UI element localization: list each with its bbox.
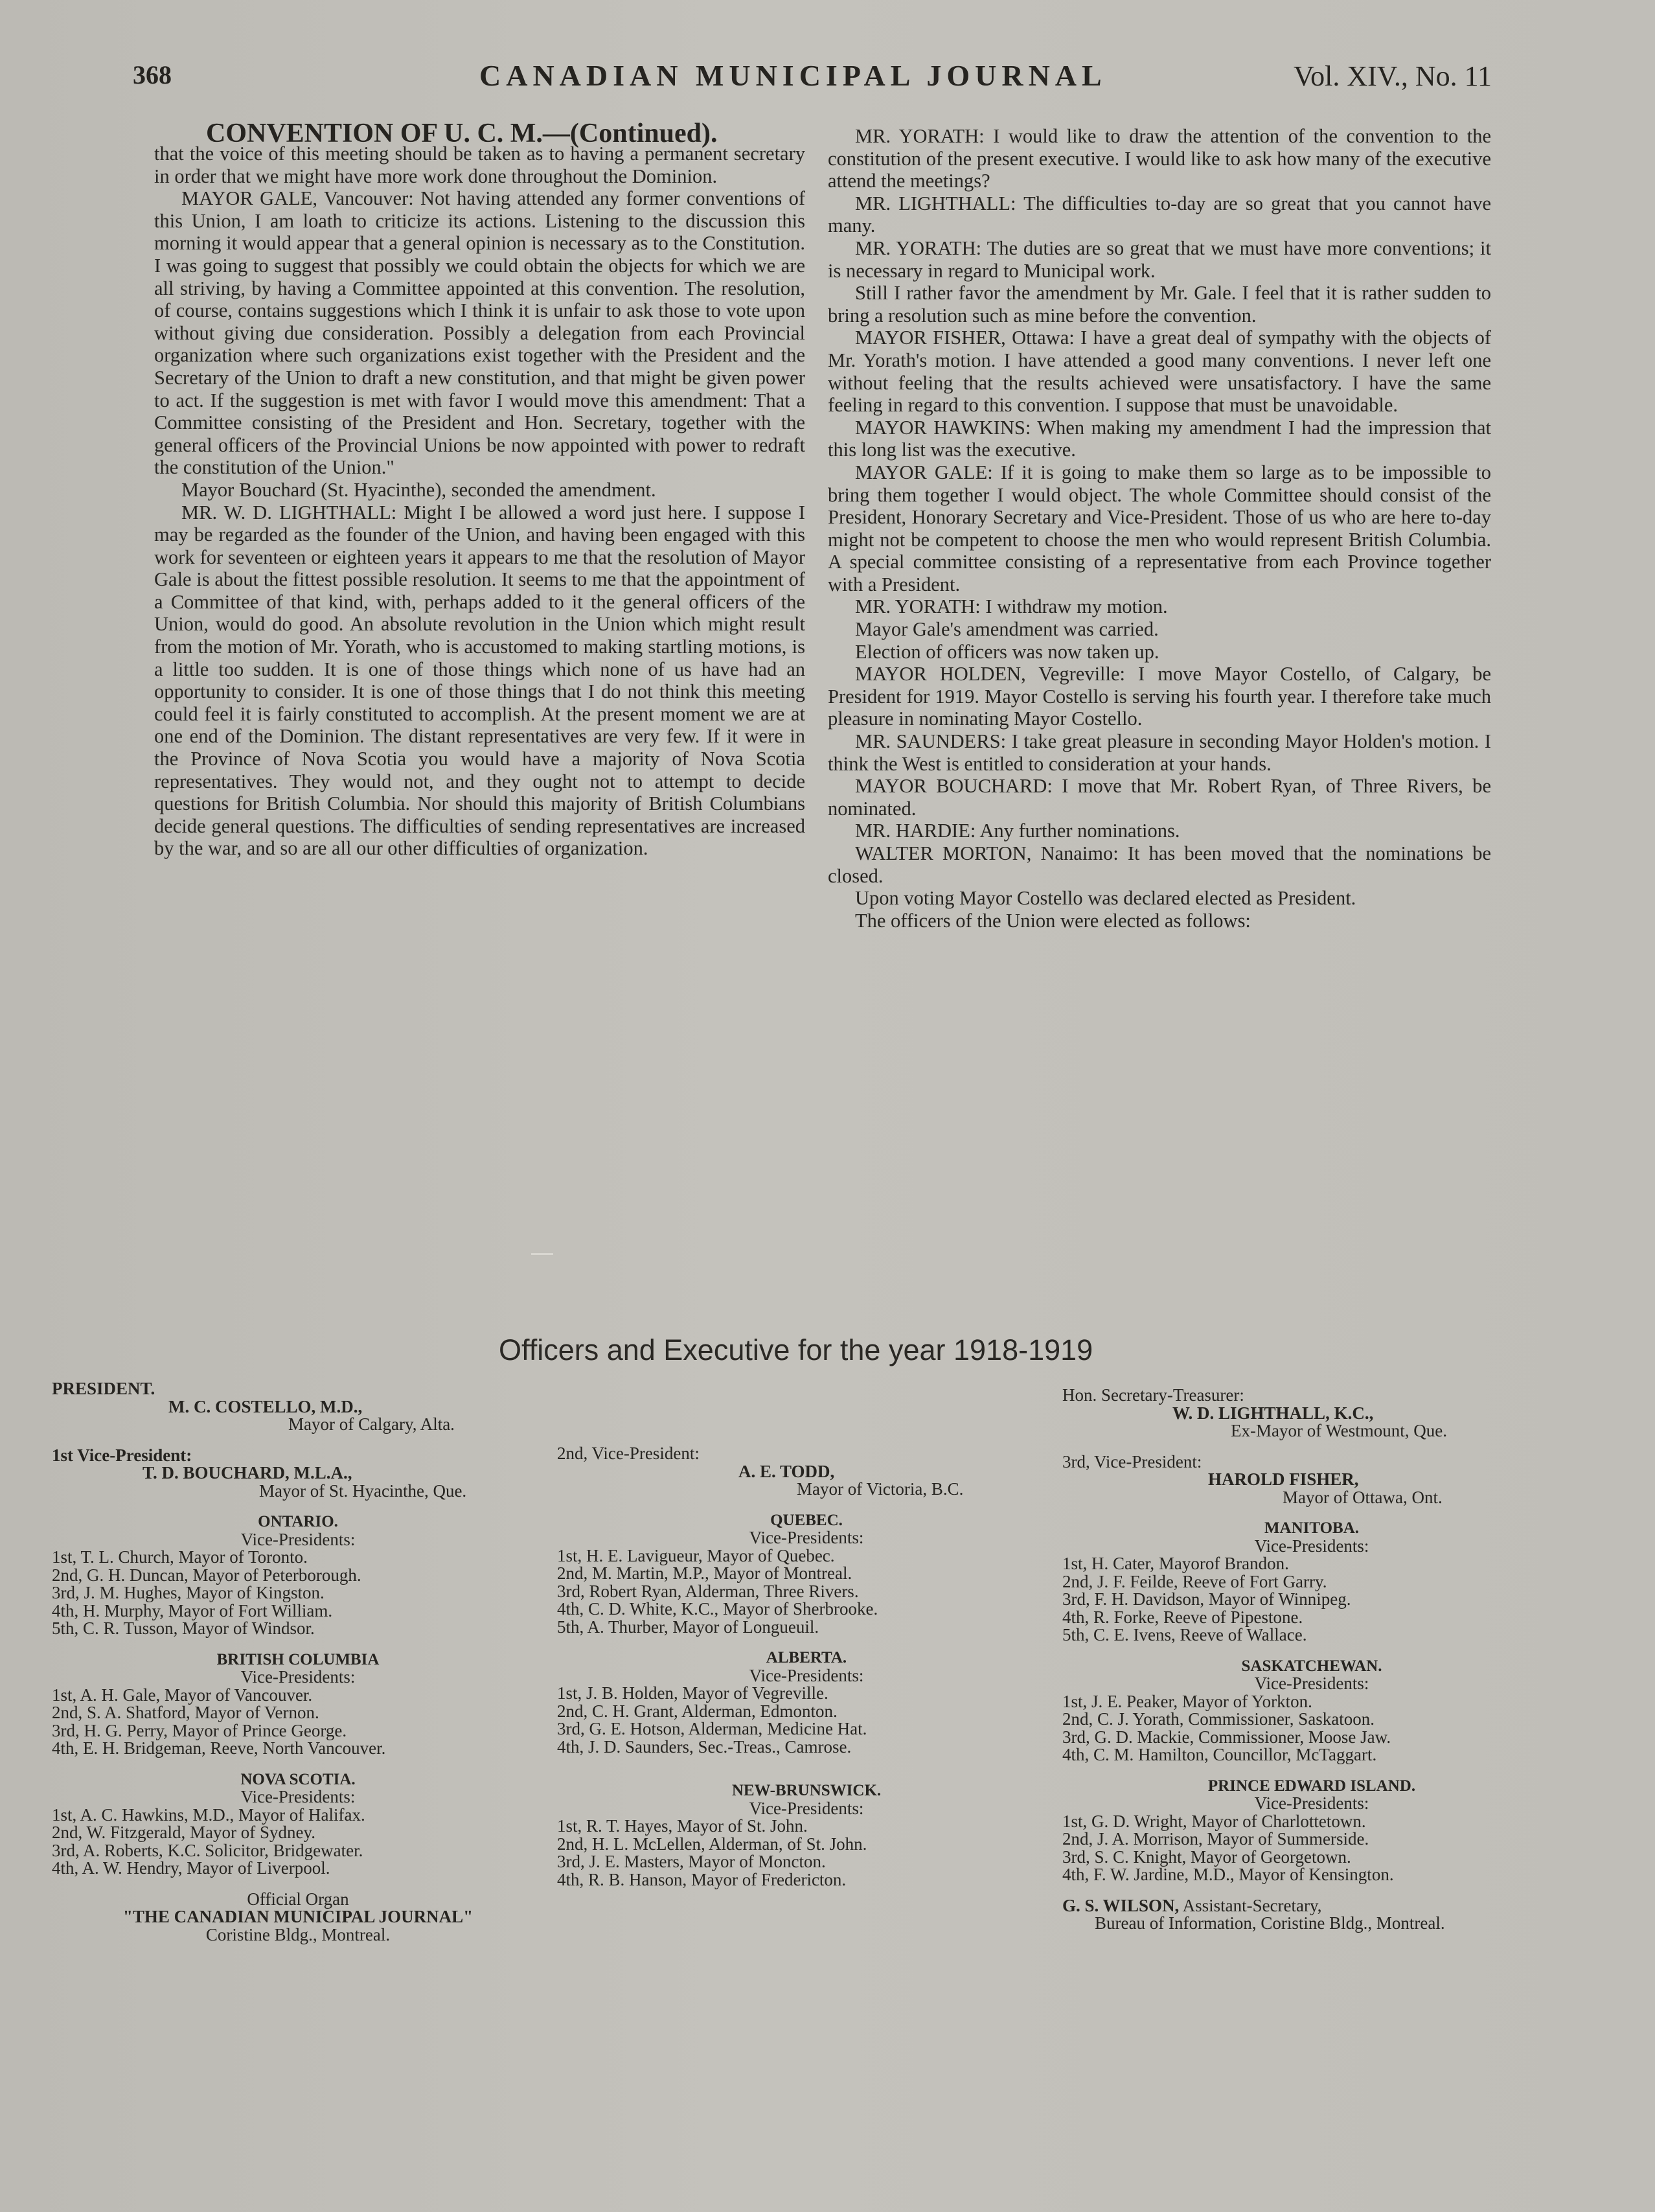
list-item: 4th, R. Forke, Reeve of Pipestone. — [1062, 1607, 1303, 1627]
vp-label: Vice-Presidents: — [240, 1529, 356, 1549]
president-label: PRESIDENT. — [52, 1379, 155, 1398]
list-item: 3rd, S. C. Knight, Mayor of Georgetown. — [1062, 1847, 1351, 1867]
list-item: 1st, J. B. Holden, Mayor of Vegreville. — [557, 1683, 828, 1703]
list-item: 3rd, G. D. Mackie, Commissioner, Moose Jaw. — [1062, 1727, 1391, 1747]
list-item: 3rd, H. G. Perry, Mayor of Prince George. — [52, 1720, 347, 1740]
article-paragraph: MR. SAUNDERS: I take great pleasure in seconding Mayor Holden's motion. I think the West is entitled to consideration at your hands. — [828, 730, 1491, 775]
list-item: 3rd, J. M. Hughes, Mayor of Kingston. — [52, 1583, 325, 1602]
article-title: CONVENTION OF U. C. M.—(Continued). — [206, 119, 718, 148]
assistant-role: Assistant-Secretary, — [1182, 1895, 1322, 1915]
list-item: 2nd, C. H. Grant, Alderman, Edmonton. — [557, 1701, 838, 1721]
list-item: 1st, A. C. Hawkins, M.D., Mayor of Halifax. — [52, 1804, 365, 1825]
print-mark — [531, 1253, 553, 1255]
list-item: 1st, H. E. Lavigueur, Mayor of Quebec. — [557, 1545, 835, 1565]
list-item: 2nd, C. J. Yorath, Commissioner, Saskatoon. — [1062, 1709, 1375, 1729]
first-vp-name: T. D. BOUCHARD, M.L.A., — [143, 1463, 352, 1482]
second-vp-label: 2nd, Vice-President: — [557, 1444, 700, 1463]
assistant-address: Bureau of Information, Coristine Bldg., Montreal. — [1095, 1913, 1445, 1933]
assistant-name: G. S. WILSON, — [1062, 1895, 1180, 1915]
province-british-columbia: BRITISH COLUMBIA — [216, 1650, 380, 1668]
second-vp-name: A. E. TODD, — [738, 1461, 835, 1481]
vp-label: Vice-Presidents: — [749, 1528, 864, 1547]
third-vp-label: 3rd, Vice-President: — [1062, 1451, 1202, 1471]
page-number: 368 — [133, 60, 172, 89]
article-left-column — [154, 143, 805, 860]
secretary-label: Hon. Secretary-Treasurer: — [1062, 1385, 1244, 1405]
article-paragraph: Still I rather favor the amendment by Mr. Gale. I feel that it is rather sudden to bring a resolution such as mine before the convention. — [828, 282, 1491, 327]
volume-label: Vol. XIV., No. 11 — [1293, 60, 1492, 92]
list-item: 1st, G. D. Wright, Mayor of Charlottetown. — [1062, 1811, 1366, 1831]
article-paragraph: MR. YORATH: The duties are so great that we must have more conventions; it is necessary in regard to Municipal work. — [828, 236, 1491, 282]
list-item: 3rd, J. E. Masters, Mayor of Moncton. — [557, 1852, 826, 1871]
article-paragraph: MR. LIGHTHALL: The difficulties to-day are so great that you cannot have many. — [828, 192, 1491, 237]
officers-heading: Officers and Executive for the year 1918-1919 — [499, 1333, 1093, 1366]
article-paragraph: WALTER MORTON, Nanaimo: It has been moved that the nominations be closed. — [828, 842, 1491, 887]
list-item: 4th, A. W. Hendry, Mayor of Liverpool. — [52, 1858, 330, 1878]
article-paragraph: Mayor Gale's amendment was carried. — [855, 618, 1159, 641]
vp-label: Vice-Presidents: — [1254, 1674, 1369, 1693]
list-item: 2nd, H. L. McLellen, Alderman, of St. John. — [557, 1834, 867, 1854]
list-item: 2nd, W. Fitzgerald, Mayor of Sydney. — [52, 1823, 315, 1842]
article-paragraph: Upon voting Mayor Costello was declared elected as President. — [855, 887, 1356, 910]
official-organ-name: "THE CANADIAN MUNICIPAL JOURNAL" — [122, 1907, 474, 1926]
list-item: 3rd, Robert Ryan, Alderman, Three Rivers. — [557, 1581, 859, 1601]
list-item: 4th, C. M. Hamilton, Councillor, McTaggart. — [1062, 1745, 1377, 1764]
article-paragraph: MAYOR GALE: If it is going to make them so large as to be impossible to bring them together I would object. The whole Committee should consist of the President, Honorary Secretary and Vice-President. Those of us who are here to-day might not be competent to choose the men who would represent British Columbia. A special committee consisting of a representative from each Province together with a President. — [828, 461, 1491, 595]
list-item: 5th, C. E. Ivens, Reeve of Wallace. — [1062, 1625, 1307, 1644]
vp-label: Vice-Presidents: — [240, 1787, 356, 1806]
list-item: 4th, R. B. Hanson, Mayor of Fredericton. — [557, 1869, 847, 1889]
officers-column-1 — [52, 1380, 544, 1944]
list-item: 3rd, A. Roberts, K.C. Solicitor, Bridgewater. — [52, 1840, 363, 1860]
list-item: 1st, J. E. Peaker, Mayor of Yorkton. — [1062, 1691, 1312, 1711]
president-name: M. C. COSTELLO, M.D., — [168, 1396, 363, 1416]
article-paragraph: that the voice of this meeting should be taken as to having a permanent secretary in order that we might have more work done throughout the Dominion. — [154, 143, 805, 187]
list-item: 5th, C. R. Tusson, Mayor of Windsor. — [52, 1619, 315, 1638]
vp-label: Vice-Presidents: — [240, 1667, 356, 1687]
list-item: 2nd, J. F. Feilde, Reeve of Fort Garry. — [1062, 1571, 1327, 1591]
vp-label: Vice-Presidents: — [749, 1798, 864, 1818]
official-organ-address: Coristine Bldg., Montreal. — [205, 1924, 391, 1944]
secretary-name: W. D. LIGHTHALL, K.C., — [1172, 1403, 1374, 1423]
province-ontario: ONTARIO. — [258, 1513, 338, 1530]
list-item: 3rd, F. H. Davidson, Mayor of Winnipeg. — [1062, 1589, 1351, 1609]
president-title: Mayor of Calgary, Alta. — [288, 1414, 455, 1434]
province-saskatchewan: SASKATCHEWAN. — [1241, 1657, 1382, 1675]
article-paragraph: Election of officers was now taken up. — [855, 640, 1159, 663]
official-organ-label: Official Organ — [247, 1889, 349, 1909]
vp-label: Vice-Presidents: — [1254, 1536, 1369, 1556]
province-manitoba: MANITOBA. — [1264, 1519, 1360, 1537]
article-paragraph: MR. YORATH: I would like to draw the attention of the convention to the constitution of the present executive. I would like to ask how many of the executive attend the meetings? — [828, 125, 1491, 192]
article-paragraph: MAYOR HAWKINS: When making my amendment I had the impression that this long list was the executive. — [828, 416, 1491, 461]
list-item: 3rd, G. E. Hotson, Alderman, Medicine Hat. — [557, 1719, 867, 1738]
list-item: 4th, H. Murphy, Mayor of Fort William. — [52, 1600, 333, 1620]
second-vp-title: Mayor of Victoria, B.C. — [797, 1479, 964, 1499]
article-paragraph: MAYOR HOLDEN, Vegreville: I move Mayor Costello, of Calgary, be President for 1919. Mayor Costello is serving his fourth year. I therefore take much pleasure in nominating Mayor Costello. — [828, 663, 1491, 730]
first-vp-title: Mayor of St. Hyacinthe, Que. — [259, 1480, 467, 1501]
list-item: 1st, A. H. Gale, Mayor of Vancouver. — [52, 1685, 313, 1705]
list-item: 2nd, S. A. Shatford, Mayor of Vernon. — [52, 1703, 319, 1722]
officers-column-3 — [1062, 1387, 1561, 1933]
province-alberta: ALBERTA. — [766, 1649, 847, 1666]
list-item: 2nd, J. A. Morrison, Mayor of Summerside. — [1062, 1829, 1369, 1849]
first-vp-label: 1st Vice-President: — [52, 1445, 192, 1465]
article-paragraph: MR. W. D. LIGHTHALL: Might I be allowed a word just here. I suppose I may be regarded as the founder of the Union, and having been engaged with this work for seventeen or eighteen years it appears to me that the resolution of Mayor Gale is about the fittest possible resolution. It seems to me that the appointment of a Committee of that kind, with, perhaps added to it the general officers of the Union, would do good. An absolute revolution in the Union which might result from the motion of Mr. Yorath, who is accustomed to making startling motions, is a little too sudden. It is one of those things which none of us have had an opportunity to consider. It is one of those things that I do not think this meeting could feel it is fairly constituted to accomplish. At the present moment we are at one end of the Dominion. The distant representatives are very few. If it were in the Province of Nova Scotia you would have a majority of Nova Scotia representatives. They would not, and they ought not to attempt to decide questions for British Columbia. Nor should this majority of British Columbians decide general questions. The difficulties of sending representatives are increased by the war, and so are all our other difficulties of organization. — [154, 501, 805, 860]
list-item: 4th, F. W. Jardine, M.D., Mayor of Kensington. — [1062, 1865, 1394, 1884]
list-item: 4th, C. D. White, K.C., Mayor of Sherbrooke. — [557, 1599, 878, 1619]
article-paragraph: MR. HARDIE: Any further nominations. — [855, 820, 1180, 842]
list-item: 1st, R. T. Hayes, Mayor of St. John. — [557, 1816, 808, 1836]
article-paragraph: The officers of the Union were elected as follows: — [855, 909, 1251, 932]
list-item: 4th, E. H. Bridgeman, Reeve, North Vancouver. — [52, 1738, 386, 1758]
list-item: 1st, T. L. Church, Mayor of Toronto. — [52, 1547, 308, 1567]
list-item: 5th, A. Thurber, Mayor of Longueuil. — [557, 1617, 819, 1637]
officers-column-2 — [557, 1445, 1056, 1889]
assistant-secretary — [1062, 1897, 1561, 1915]
journal-title: CANADIAN MUNICIPAL JOURNAL — [479, 59, 1107, 92]
article-paragraph: MAYOR BOUCHARD: I move that Mr. Robert Ryan, of Three Rivers, be nominated. — [828, 775, 1491, 820]
secretary-title: Ex-Mayor of Westmount, Que. — [1231, 1421, 1448, 1440]
third-vp-title: Mayor of Ottawa, Ont. — [1283, 1487, 1443, 1507]
list-item: 2nd, M. Martin, M.P., Mayor of Montreal. — [557, 1563, 852, 1583]
article-paragraph: MAYOR FISHER, Ottawa: I have a great deal of sympathy with the objects of Mr. Yorath's motion. I have attended a good many conventions. I never left one without feeling that the results achieved were unsatisfactory. I have the same feeling in regard to this convention. I suppose that must be unavoidable. — [828, 327, 1491, 417]
vp-label: Vice-Presidents: — [749, 1665, 864, 1685]
list-item: 2nd, G. H. Duncan, Mayor of Peterborough. — [52, 1565, 361, 1585]
vp-label: Vice-Presidents: — [1254, 1793, 1369, 1813]
list-item: 1st, H. Cater, Mayorof Brandon. — [1062, 1554, 1289, 1573]
province-quebec: QUEBEC. — [770, 1511, 843, 1529]
article-right-column — [828, 125, 1491, 932]
province-new-brunswick: NEW-BRUNSWICK. — [731, 1782, 882, 1799]
list-item: 4th, J. D. Saunders, Sec.-Treas., Camrose. — [557, 1736, 852, 1757]
article-paragraph: MR. YORATH: I withdraw my motion. — [855, 595, 1168, 618]
article-paragraph: MAYOR GALE, Vancouver: Not having attended any former conventions of this Union, I am loath to criticize its actions. Listening to the discussion this morning it would appear that a general opinion is necessary as to the Constitution. I was going to suggest that possibly we could obtain the objects for which we are all striving, by having a Committee appointed at this convention. The resolution, of course, contains suggestions which I think it is unfair to ask those to vote upon without giving due consideration. Possibly a delegation from each Provincial organization where such organizations exist together with the President and the Secretary of the Union to draft a new constitution, and that might be given power to act. If the suggestion is met with favor I would move this amendment: That a Committee consisting of the President and Hon. Secretary, together with the general officers of the Provincial Unions be now appointed with power to redraft the constitution of the Union." — [154, 187, 805, 479]
article-paragraph: Mayor Bouchard (St. Hyacinthe), seconded the amendment. — [181, 478, 656, 501]
third-vp-name: HAROLD FISHER, — [1208, 1469, 1359, 1489]
province-nova-scotia: NOVA SCOTIA. — [240, 1770, 356, 1788]
province-pei: PRINCE EDWARD ISLAND. — [1207, 1777, 1416, 1795]
